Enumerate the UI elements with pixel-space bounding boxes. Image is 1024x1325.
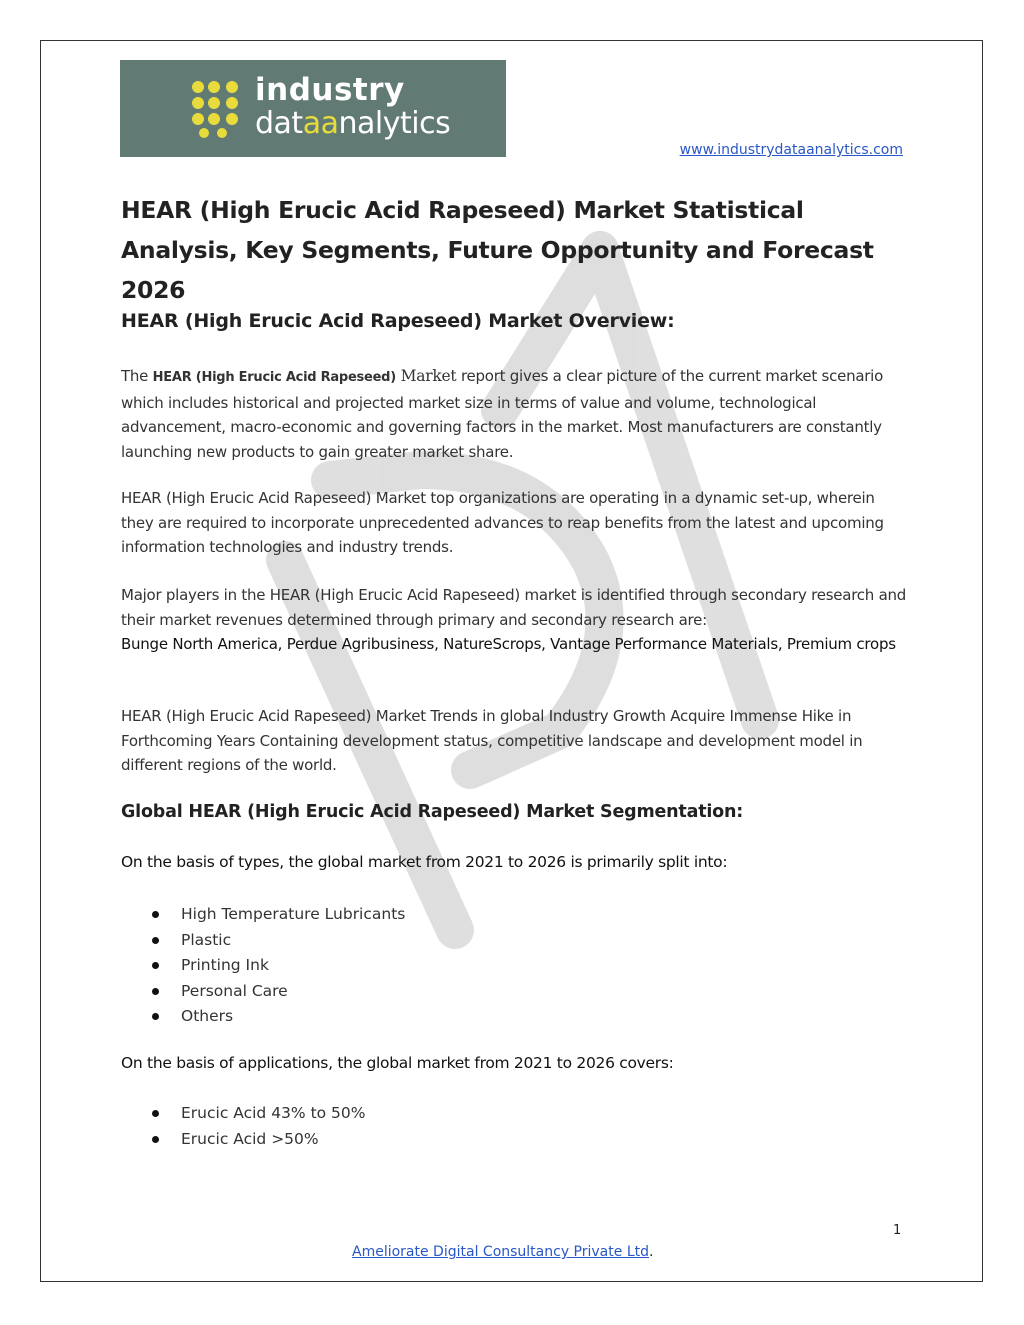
logo-text-part: nalytics	[338, 106, 451, 141]
list-item	[150, 1101, 366, 1127]
list-item	[150, 953, 405, 979]
p1-bold-text: HEAR (High Erucic Acid Rapeseed)	[152, 370, 396, 385]
applications-list	[150, 1101, 366, 1152]
list-item-label: Others	[181, 1007, 234, 1026]
major-players-list: Bunge North America, Perdue Agribusiness, NatureScrops, Vantage Performance Materials, Premium crops	[121, 635, 896, 653]
footer-period: .	[649, 1244, 654, 1260]
bullet-icon	[152, 937, 159, 944]
overview-paragraph-4	[121, 704, 911, 778]
overview-heading: HEAR (High Erucic Acid Rapeseed) Market Overview:	[121, 310, 675, 332]
list-item	[150, 979, 405, 1005]
document-title-block	[121, 190, 911, 310]
overview-paragraph-1	[121, 364, 911, 464]
p2-text: HEAR (High Erucic Acid Rapeseed) Market top organizations are operating in a dynamic set-up, wherein they are required to incorporate unprecedented advances to reap benefits from the latest and upcoming information technologies and industry trends.	[121, 489, 884, 556]
list-item-label: Erucic Acid 43% to 50%	[181, 1104, 366, 1122]
bullet-icon	[152, 1110, 159, 1117]
p3-text: Major players in the HEAR (High Erucic Acid Rapeseed) market is identified through secondary research and their market revenues determined through primary and secondary research are:	[121, 586, 907, 629]
list-item-label: High Temperature Lubricants	[181, 905, 406, 923]
list-item	[150, 1127, 366, 1153]
page-number: 1	[893, 1223, 902, 1238]
bullet-icon	[152, 962, 159, 969]
overview-paragraph-3	[121, 583, 911, 657]
overview-paragraph-2	[121, 486, 911, 560]
types-list	[150, 902, 405, 1030]
logo-text-industry: industry	[255, 72, 405, 108]
list-item	[150, 928, 405, 954]
list-item-label: Erucic Acid >50%	[181, 1129, 319, 1148]
logo-text-highlight: aa	[302, 106, 339, 141]
list-item	[150, 902, 405, 928]
logo-text-part: dat	[255, 106, 303, 141]
document-title: HEAR (High Erucic Acid Rapeseed) Market Statistical Analysis, Key Segments, Future Opportunity and Forecast 2026	[121, 196, 874, 304]
logo-dots-icon	[190, 79, 246, 139]
website-link[interactable]: www.industrydataanalytics.com	[679, 142, 903, 158]
bullet-icon	[152, 1013, 159, 1020]
p4-text: HEAR (High Erucic Acid Rapeseed) Market Trends in global Industry Growth Acquire Immense Hike in Forthcoming Years Containing development status, competitive landscape and development model in different regions of the world.	[121, 707, 863, 774]
list-item	[150, 1004, 405, 1030]
list-item-label: Plastic	[181, 930, 232, 949]
company-logo	[120, 60, 506, 157]
types-intro: On the basis of types, the global market from 2021 to 2026 is primarily split into:	[121, 853, 728, 871]
segmentation-heading: Global HEAR (High Erucic Acid Rapeseed) Market Segmentation:	[121, 802, 744, 822]
p1-serif-text: Market	[395, 367, 457, 385]
logo-text-dataanalytics	[255, 106, 450, 141]
bullet-icon	[152, 911, 159, 918]
bullet-icon	[152, 1136, 159, 1143]
footer	[352, 1244, 653, 1260]
list-item-label: Printing Ink	[181, 956, 269, 975]
p1-rest: report gives a clear picture of the current market scenario which includes historical and projected market size in terms of value and volume, technological advancement, macro-economic and governing factors in the market. Most manufacturers are constantly launching new products to gain greater market share.	[121, 367, 884, 461]
applications-intro: On the basis of applications, the global market from 2021 to 2026 covers:	[121, 1054, 674, 1072]
bullet-icon	[152, 988, 159, 995]
list-item-label: Personal Care	[181, 981, 288, 1000]
p1-prefix: The	[121, 367, 153, 385]
company-link[interactable]: Ameliorate Digital Consultancy Private Ltd	[352, 1244, 649, 1260]
